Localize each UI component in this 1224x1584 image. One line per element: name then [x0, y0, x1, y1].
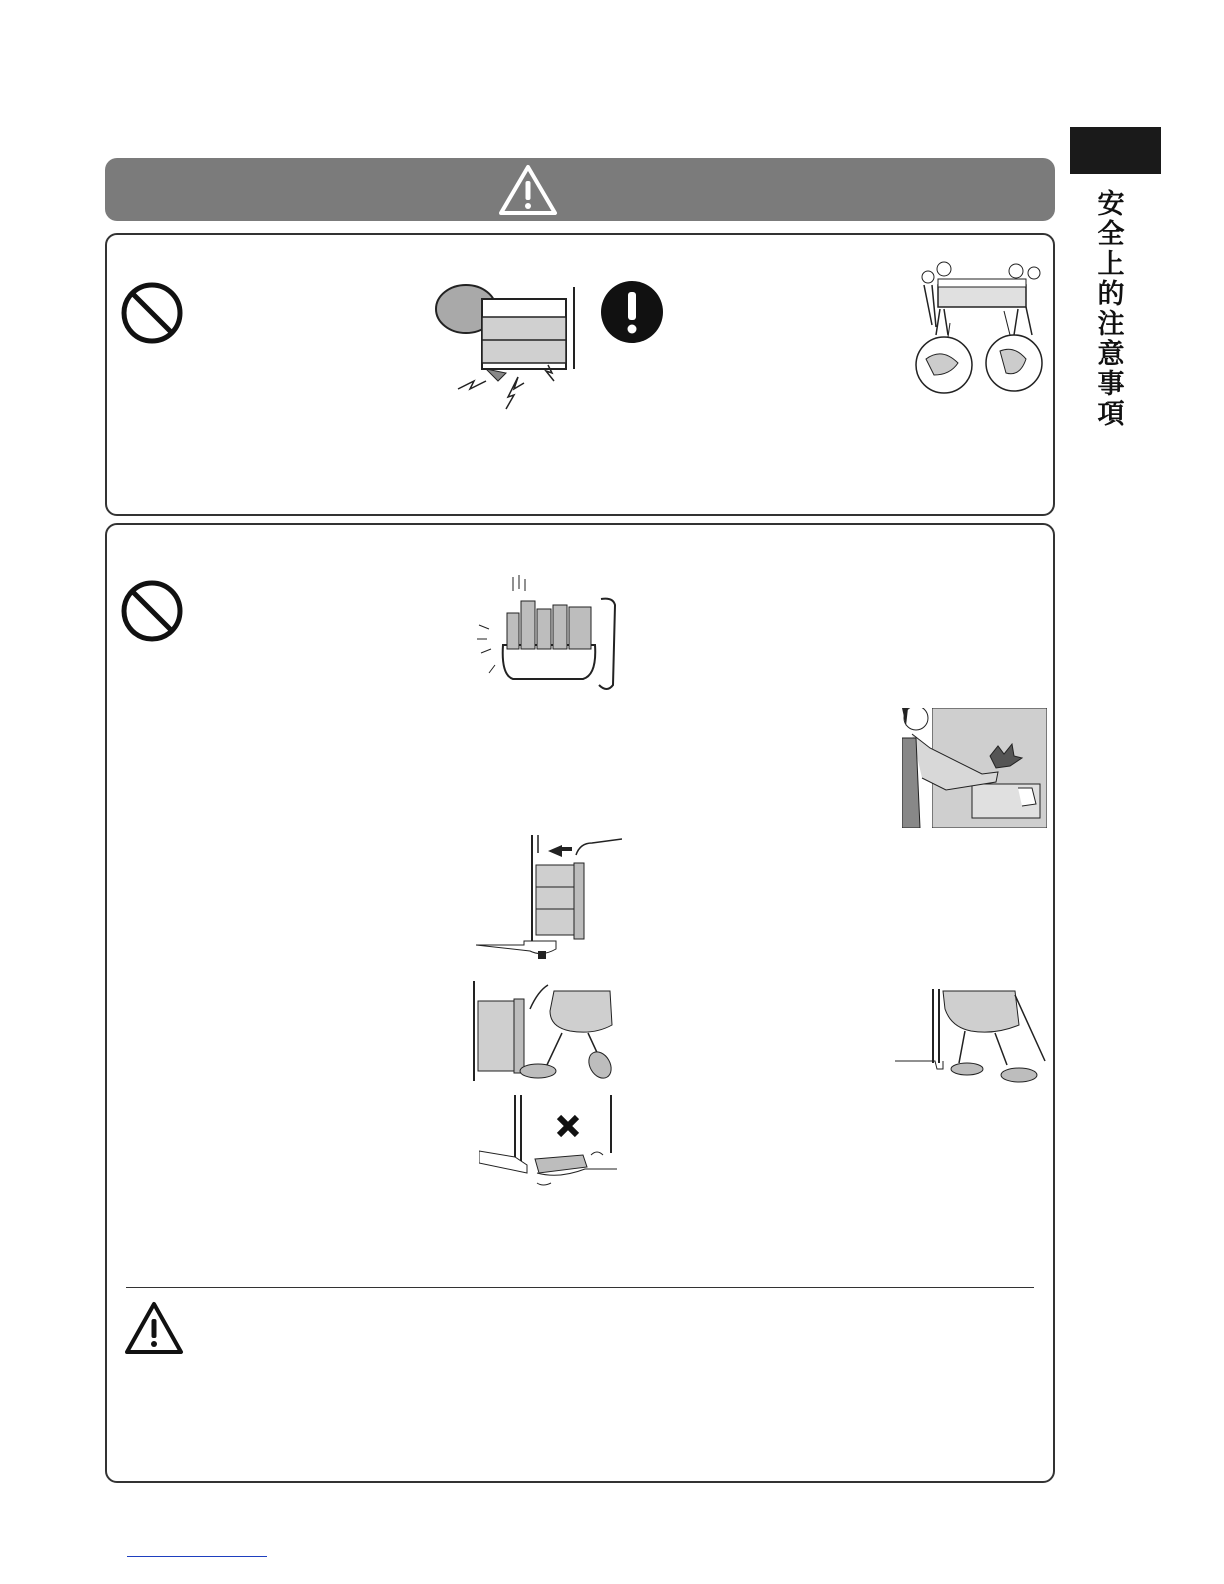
hand-caught-in-drawer-illustration [902, 708, 1047, 828]
mandatory-action-icon [600, 280, 664, 344]
side-tab-marker [1070, 127, 1161, 174]
side-tab-title: 安全上的注意事項 [1097, 189, 1125, 430]
caution-panel-bottom [105, 523, 1055, 1483]
drawer-closing-illustration [476, 835, 622, 961]
warning-panel-top [105, 233, 1055, 516]
warning-triangle-icon [498, 163, 558, 217]
caution-triangle-icon [123, 1300, 185, 1356]
overloaded-door-pocket-illustration [473, 575, 621, 690]
refrigerator-base-hazard-illustration [434, 277, 584, 412]
prohibition-icon [120, 281, 184, 345]
no-foot-under-refrigerator-illustration [479, 1095, 617, 1205]
prohibition-icon [120, 579, 184, 643]
section-divider [126, 1287, 1034, 1288]
foot-near-drawer-illustration [470, 981, 620, 1081]
movers-carrying-refrigerator-illustration [914, 255, 1049, 395]
foot-near-refrigerator-base-illustration [895, 989, 1047, 1084]
footer-link-underline[interactable] [127, 1556, 267, 1557]
warning-header-bar [105, 158, 1055, 221]
